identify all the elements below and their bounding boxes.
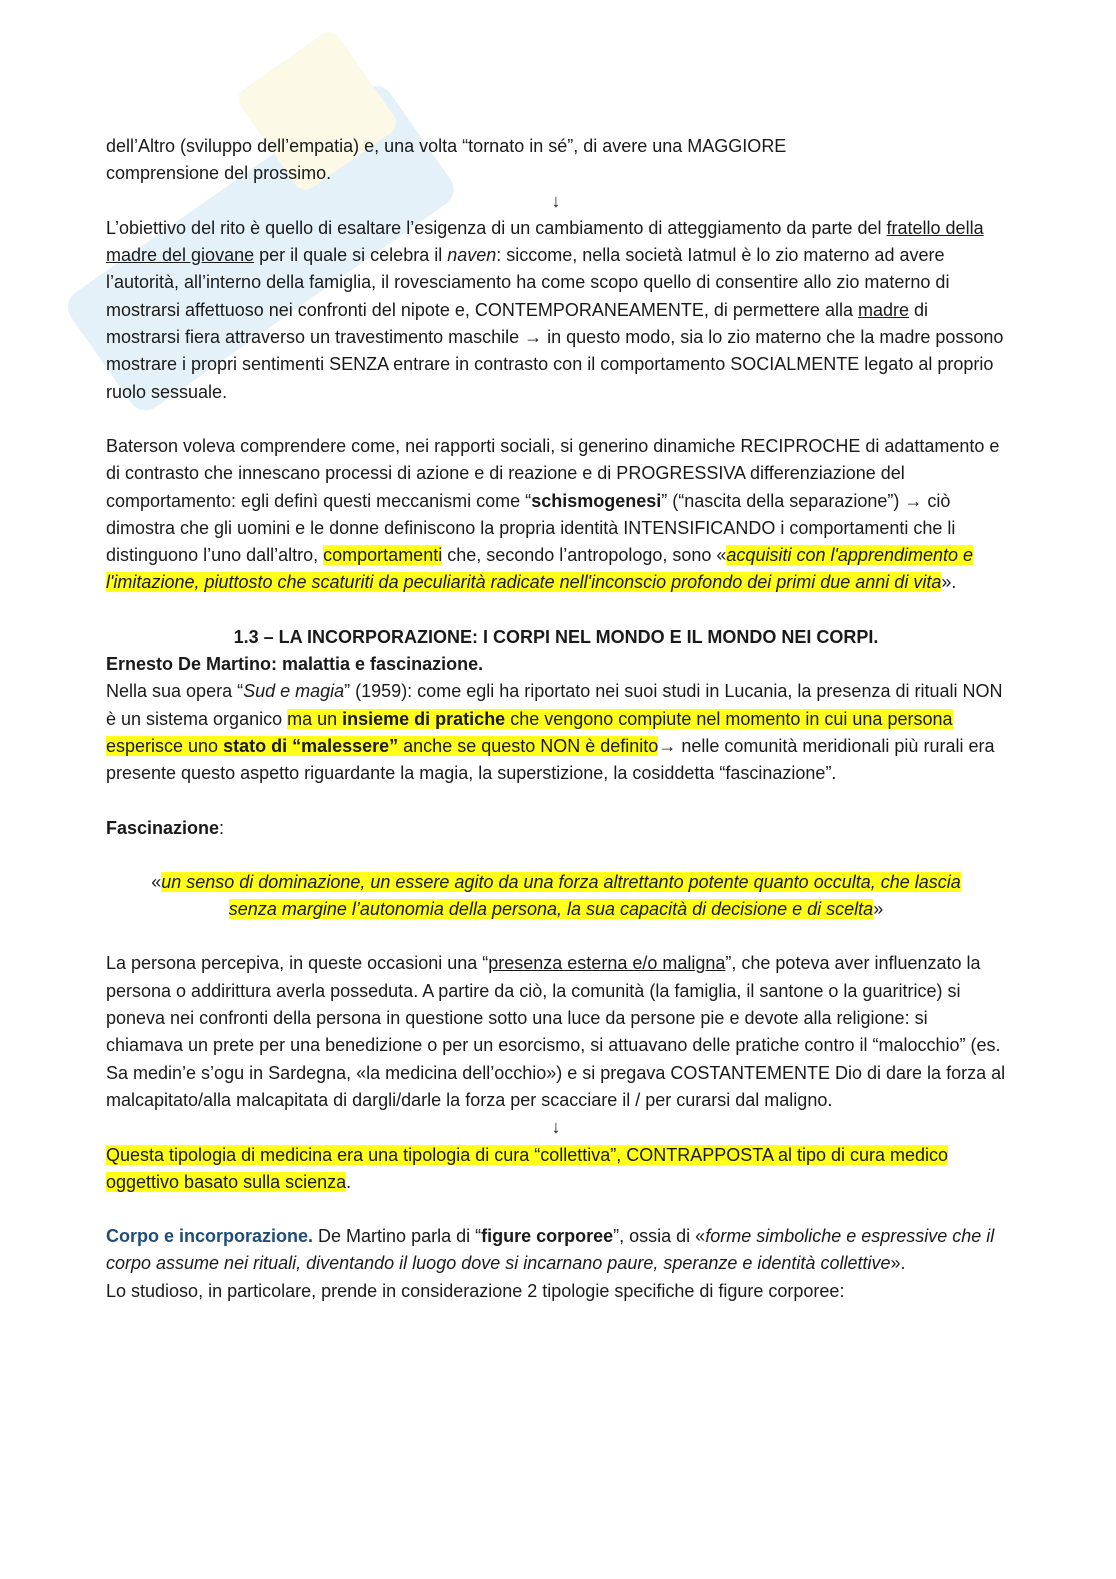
fascinazione-label: Fascinazione: [106,817,225,838]
paragraph-corpo: Corpo e incorporazione. De Martino parla di “figure corporee”, ossia di «forme simboliche e espressive che il corpo assume nei rituali, diventando il luogo dove si incarnano paure, speranze e identità collettive». [106,1226,995,1274]
paragraph-medicina: Questa tipologia di medicina era una tipologia di cura “collettiva”, CONTRAPPOSTA al tipo di cura medico oggettivo basato sulla scienza. [106,1144,949,1192]
paragraph-naven: L’obiettivo del rito è quello di esaltare l’esigenza di un cambiamento di atteggiamento da parte del fratello della madre del giovane per il quale si celebra il naven: siccome, nella società Iatmul è lo zio materno ad avere l’autorità, all’interno della famiglia, il rovesciamento ha come scopo quello di consentire allo zio materno di mostrarsi affettuoso nei confronti del nipote e, CONTEMPORANEAMENTE, di permettere alla madre di mostrarsi fiera attraverso un travestimento maschile → in questo modo, sia lo zio materno che la madre possono mostrare i propri sentimenti SENZA entrare in contrasto con il comportamento SOCIALMENTE legato al proprio ruolo sessuale. [106,217,1004,402]
document-page [106,133,1006,1305]
arrow-down: ↓ [551,190,561,211]
arrow-down-2: ↓ [551,1117,561,1138]
paragraph-presenza: La persona percepiva, in queste occasioni una “presenza esterna e/o maligna”, che poteva aver influenzato la persona o addirittura averla posseduta. A partire da ciò, la comunità (la famiglia, il santone o la guaritrice) si poneva nei confronti della persona in questione sotto una luce da persone pie e devote alla religione: si chiamava un prete per una benedizione o per un esorcismo, si attuavano delle pratiche contro il “malocchio” (es. Sa medin’e s’ogu in Sardegna, «la medicina dell’occhio») e si pregava COSTANTEMENTE Dio di dare la forza al malcapitato/alla malcapitata di dargli/darle la forza per scacciare il / per curarsi dal maligno. [106,953,1006,1110]
fascinazione-quote: «un senso di dominazione, un essere agito da una forza altrettanto potente quanto occulta, che lascia senza margine l’autonomia della persona, la sua capacità di decisione e di scelta» [151,871,961,920]
section-heading: 1.3 – LA INCORPORAZIONE: I CORPI NEL MONDO E IL MONDO NEI CORPI. [233,626,879,647]
paragraph-intro: dell’Altro (sviluppo dell’empatia) e, una volta “tornato in sé”, di avere una MAGGIORE comprensione del prossimo. [106,136,787,184]
paragraph-sud-e-magia: Nella sua opera “Sud e magia” (1959): come egli ha riportato nei suoi studi in Lucania, la presenza di rituali NON è un sistema organico ma un insieme di pratiche che vengono compiute nel momento in cui una persona esperisce uno stato di “malessere” anche se questo NON è definito→ nelle comunità meridionali più rurali era presente questo aspetto riguardante la magia, la superstizione, la cosiddetta “fascinazione”. [106,681,1003,784]
paragraph-schismogenesi: Baterson voleva comprendere come, nei rapporti sociali, si generino dinamiche RECIPROCHE di adattamento e di contrasto che innescano processi di azione e di reazione e di PROGRESSIVA differenziazione del comportamento: egli definì questi meccanismi come “schismogenesi” (“nascita della separazione”) → ciò dimostra che gli uomini e le donne definiscono la propria identità INTENSIFICANDO i comportamenti che li distinguono l’uno dall’altro, comportamenti che, secondo l’antropologo, sono «acquisiti con l'apprendimento e l'imitazione, piuttosto che scaturiti da peculiarità radicate nell'inconscio profondo dei primi due anni di vita». [106,435,1000,593]
subheading: Ernesto De Martino: malattia e fascinazione. [106,654,484,675]
paragraph-tipologie: Lo studioso, in particolare, prende in considerazione 2 tipologie specifiche di figure corporee: [106,1280,845,1301]
